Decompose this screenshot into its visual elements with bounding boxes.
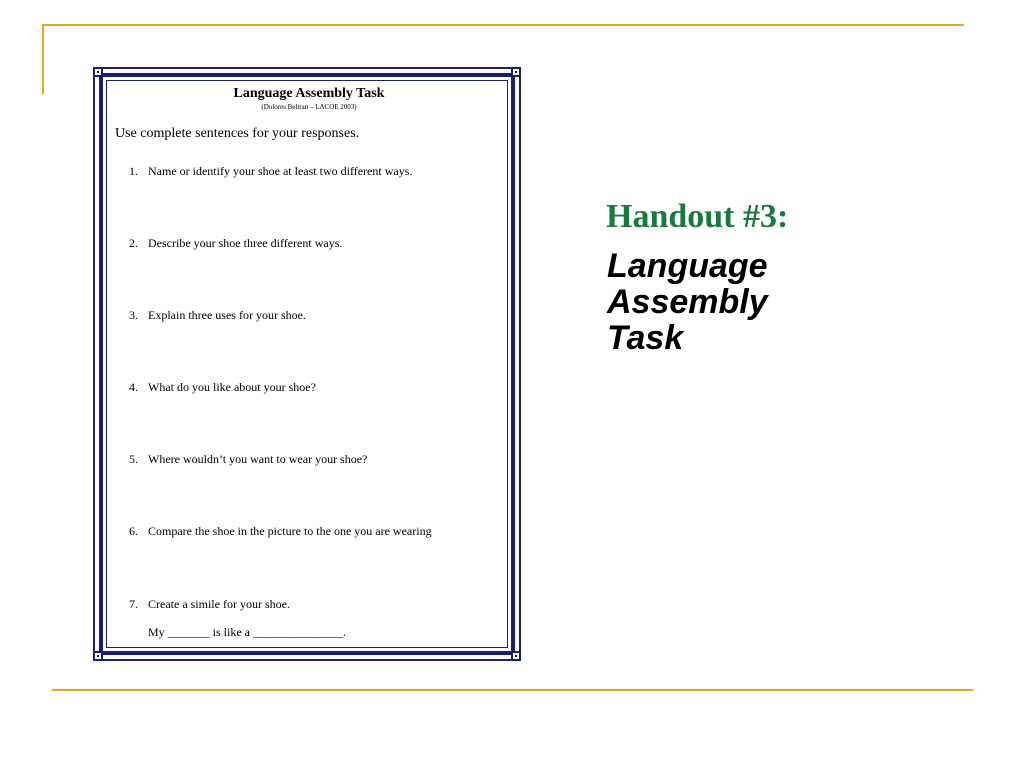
question-text: Create a simile for your shoe.: [148, 597, 290, 611]
question-text: Explain three uses for your shoe.: [148, 308, 306, 322]
question-item: [129, 597, 290, 612]
left-accent-line: [42, 24, 44, 94]
question-text: Compare the shoe in the picture to the one you are wearing: [148, 524, 432, 538]
handout-title: Language Assembly Task: [233, 86, 385, 101]
question-item: [129, 164, 412, 179]
question-number: 5.: [129, 452, 138, 466]
question-text: Describe your shoe three different ways.: [148, 236, 343, 250]
question-number: 1.: [129, 164, 138, 178]
handout-instruction: Use complete sentences for your responses.: [115, 126, 360, 141]
question-number: 4.: [129, 380, 138, 394]
question-number: 2.: [129, 236, 138, 250]
corner-ornament: [93, 67, 103, 77]
slide-subtitle: Language Assembly Task: [607, 247, 768, 357]
handout-credit: (Dolores Beltran – LACOE 2003): [261, 103, 357, 111]
top-divider-line: [42, 24, 964, 26]
simile-template: My _______ is like a _______________.: [148, 625, 346, 639]
question-item: [129, 236, 342, 251]
corner-ornament: [93, 651, 103, 661]
question-item: [129, 452, 367, 467]
question-text: Where wouldn’t you want to wear your shoe?: [148, 452, 368, 466]
question-number: 7.: [129, 597, 138, 611]
corner-ornament: [511, 67, 521, 77]
question-item: [129, 524, 432, 539]
question-number: 3.: [129, 308, 138, 322]
handout-image: [93, 67, 521, 661]
bottom-divider-line: [52, 689, 973, 691]
question-text: What do you like about your shoe?: [148, 380, 316, 394]
question-text: Name or identify your shoe at least two different ways.: [148, 164, 413, 178]
question-number: 6.: [129, 524, 138, 538]
slide-heading: Handout #3:: [606, 198, 789, 235]
corner-ornament: [511, 651, 521, 661]
question-item: [129, 380, 316, 395]
question-item: [129, 308, 306, 323]
